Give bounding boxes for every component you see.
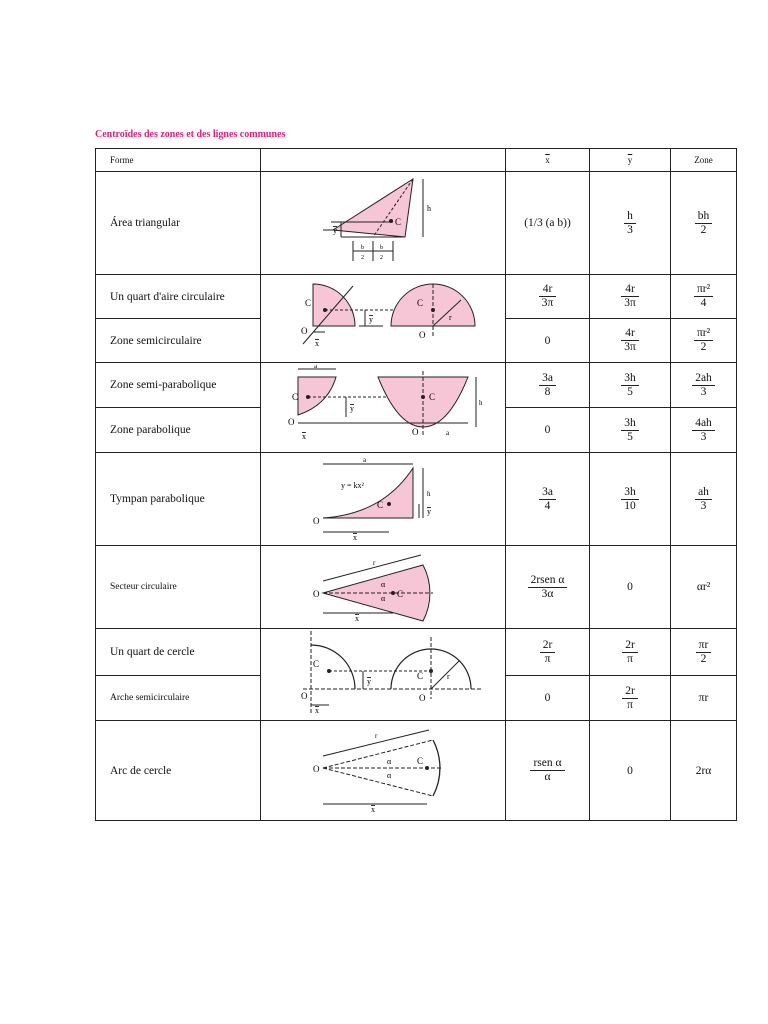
table-row	[96, 629, 737, 676]
row-y: $\frac{3h}{5}$	[590, 408, 671, 453]
svg-text:O: O	[301, 691, 308, 701]
svg-text:2: 2	[380, 254, 383, 261]
header-figure	[261, 149, 506, 172]
svg-text:α: α	[387, 771, 392, 780]
svg-text:r: r	[375, 732, 378, 740]
svg-text:O: O	[412, 427, 419, 437]
row-y: $\frac{3h}{5}$	[590, 363, 671, 408]
svg-text:C: C	[397, 588, 404, 599]
row-area: πr	[671, 676, 737, 721]
svg-text:α: α	[387, 757, 392, 766]
circle-area-figure	[261, 275, 506, 363]
table-row	[96, 453, 737, 546]
row-name: Un quart de cercle	[96, 629, 261, 676]
header-x: $\overline{x}$	[506, 149, 590, 172]
header-y: $\overline{y}$	[590, 149, 671, 172]
svg-text:y = kx²: y = kx²	[341, 480, 364, 490]
svg-text:O: O	[301, 326, 308, 336]
row-area: αr²	[671, 546, 737, 629]
row-area: $\frac{4ah}{3}$	[671, 408, 737, 453]
svg-text:C: C	[377, 499, 384, 510]
svg-text:r: r	[449, 313, 452, 322]
table-row	[96, 363, 737, 408]
row-y: 0	[590, 721, 671, 821]
svg-text:C: C	[395, 216, 402, 227]
svg-text:h: h	[479, 399, 483, 407]
row-area: $\frac{bh}{2}$	[671, 172, 737, 275]
header-row	[96, 149, 737, 172]
row-x: $\frac{4r}{3\pi}$	[506, 275, 590, 319]
row-y: $\frac{2r}{\pi}$	[590, 676, 671, 721]
svg-text:O: O	[313, 764, 320, 774]
row-y: $\frac{4r}{3\pi}$	[590, 275, 671, 319]
svg-text:C: C	[417, 756, 424, 766]
table-row	[96, 546, 737, 629]
svg-text:a: a	[363, 455, 367, 464]
row-area: 2rα	[671, 721, 737, 821]
row-x: 0	[506, 676, 590, 721]
svg-text:y: y	[333, 225, 337, 235]
row-x: $\frac{3a}{8}$	[506, 363, 590, 408]
svg-text:b: b	[380, 244, 383, 251]
row-x: $\frac{2r}{\pi}$	[506, 629, 590, 676]
row-name: Zone semicirculaire	[96, 319, 261, 363]
svg-text:O: O	[419, 693, 426, 703]
svg-text:x: x	[353, 532, 357, 540]
svg-text:y: y	[369, 315, 373, 324]
row-name: Zone parabolique	[96, 408, 261, 453]
row-x: (1/3 (a b))	[506, 172, 590, 275]
page-title: Centroïdes des zones et des lignes communes	[95, 129, 286, 140]
triangle-figure	[261, 172, 506, 275]
row-area: $\frac{2ah}{3}$	[671, 363, 737, 408]
svg-text:x: x	[315, 339, 319, 348]
sector-figure	[261, 546, 506, 629]
svg-text:x: x	[315, 706, 319, 715]
svg-text:O: O	[288, 417, 295, 427]
svg-text:C: C	[429, 392, 436, 402]
row-y: $\frac{h}{3}$	[590, 172, 671, 275]
svg-text:2: 2	[361, 254, 364, 261]
svg-text:C: C	[417, 298, 424, 308]
svg-text:a: a	[314, 365, 318, 370]
svg-text:x: x	[371, 805, 375, 814]
svg-text:C: C	[417, 671, 424, 681]
row-name: Tympan parabolique	[96, 453, 261, 546]
svg-text:r: r	[447, 672, 450, 681]
row-name: Zone semi-parabolique	[96, 363, 261, 408]
svg-text:α: α	[381, 593, 386, 603]
svg-text:y: y	[427, 506, 431, 516]
svg-text:y: y	[367, 677, 371, 686]
row-x: $\frac{\text{rsen α}}{\alpha}$	[506, 721, 590, 821]
table-row	[96, 172, 737, 275]
row-area: $\frac{ah}{3}$	[671, 453, 737, 546]
table-row	[96, 721, 737, 821]
svg-text:O: O	[313, 515, 320, 526]
row-name: Área triangular	[96, 172, 261, 275]
svg-text:r: r	[373, 558, 376, 567]
row-area: $\frac{\text{πr²}}{2}$	[671, 319, 737, 363]
row-x: $\frac{\text{2rsen α}}{3\alpha}$	[506, 546, 590, 629]
svg-text:C: C	[305, 298, 312, 308]
row-y: $\frac{3h}{10}$	[590, 453, 671, 546]
centroid-table	[95, 148, 737, 821]
row-area: $\frac{\pi r}{2}$	[671, 629, 737, 676]
svg-text:a: a	[446, 429, 450, 437]
row-area: $\frac{\text{πr²}}{4}$	[671, 275, 737, 319]
row-x: 0	[506, 408, 590, 453]
row-name: Arche semicirculaire	[96, 676, 261, 721]
row-y: 0	[590, 546, 671, 629]
svg-text:C: C	[292, 392, 299, 402]
svg-text:h: h	[427, 203, 431, 213]
row-name: Arc de cercle	[96, 721, 261, 821]
arc-line-figure	[261, 629, 506, 721]
svg-text:C: C	[313, 659, 320, 669]
row-x: $\frac{3a}{4}$	[506, 453, 590, 546]
svg-text:O: O	[313, 588, 320, 599]
arc-figure	[261, 721, 506, 821]
header-forme: Forme	[96, 149, 261, 172]
svg-text:b: b	[361, 244, 364, 251]
table-row	[96, 275, 737, 319]
svg-text:x: x	[355, 613, 359, 623]
row-x: 0	[506, 319, 590, 363]
spandrel-figure	[261, 453, 506, 546]
svg-text:α: α	[381, 579, 386, 589]
row-y: $\frac{2r}{\pi}$	[590, 629, 671, 676]
svg-text:x: x	[302, 432, 306, 441]
parabolic-area-figure	[261, 363, 506, 453]
svg-text:y: y	[350, 404, 354, 413]
header-zone: Zone	[671, 149, 737, 172]
row-y: $\frac{4r}{3\pi}$	[590, 319, 671, 363]
row-name: Secteur circulaire	[96, 546, 261, 629]
svg-text:O: O	[419, 330, 426, 340]
svg-text:h: h	[427, 489, 431, 498]
row-name: Un quart d'aire circulaire	[96, 275, 261, 319]
